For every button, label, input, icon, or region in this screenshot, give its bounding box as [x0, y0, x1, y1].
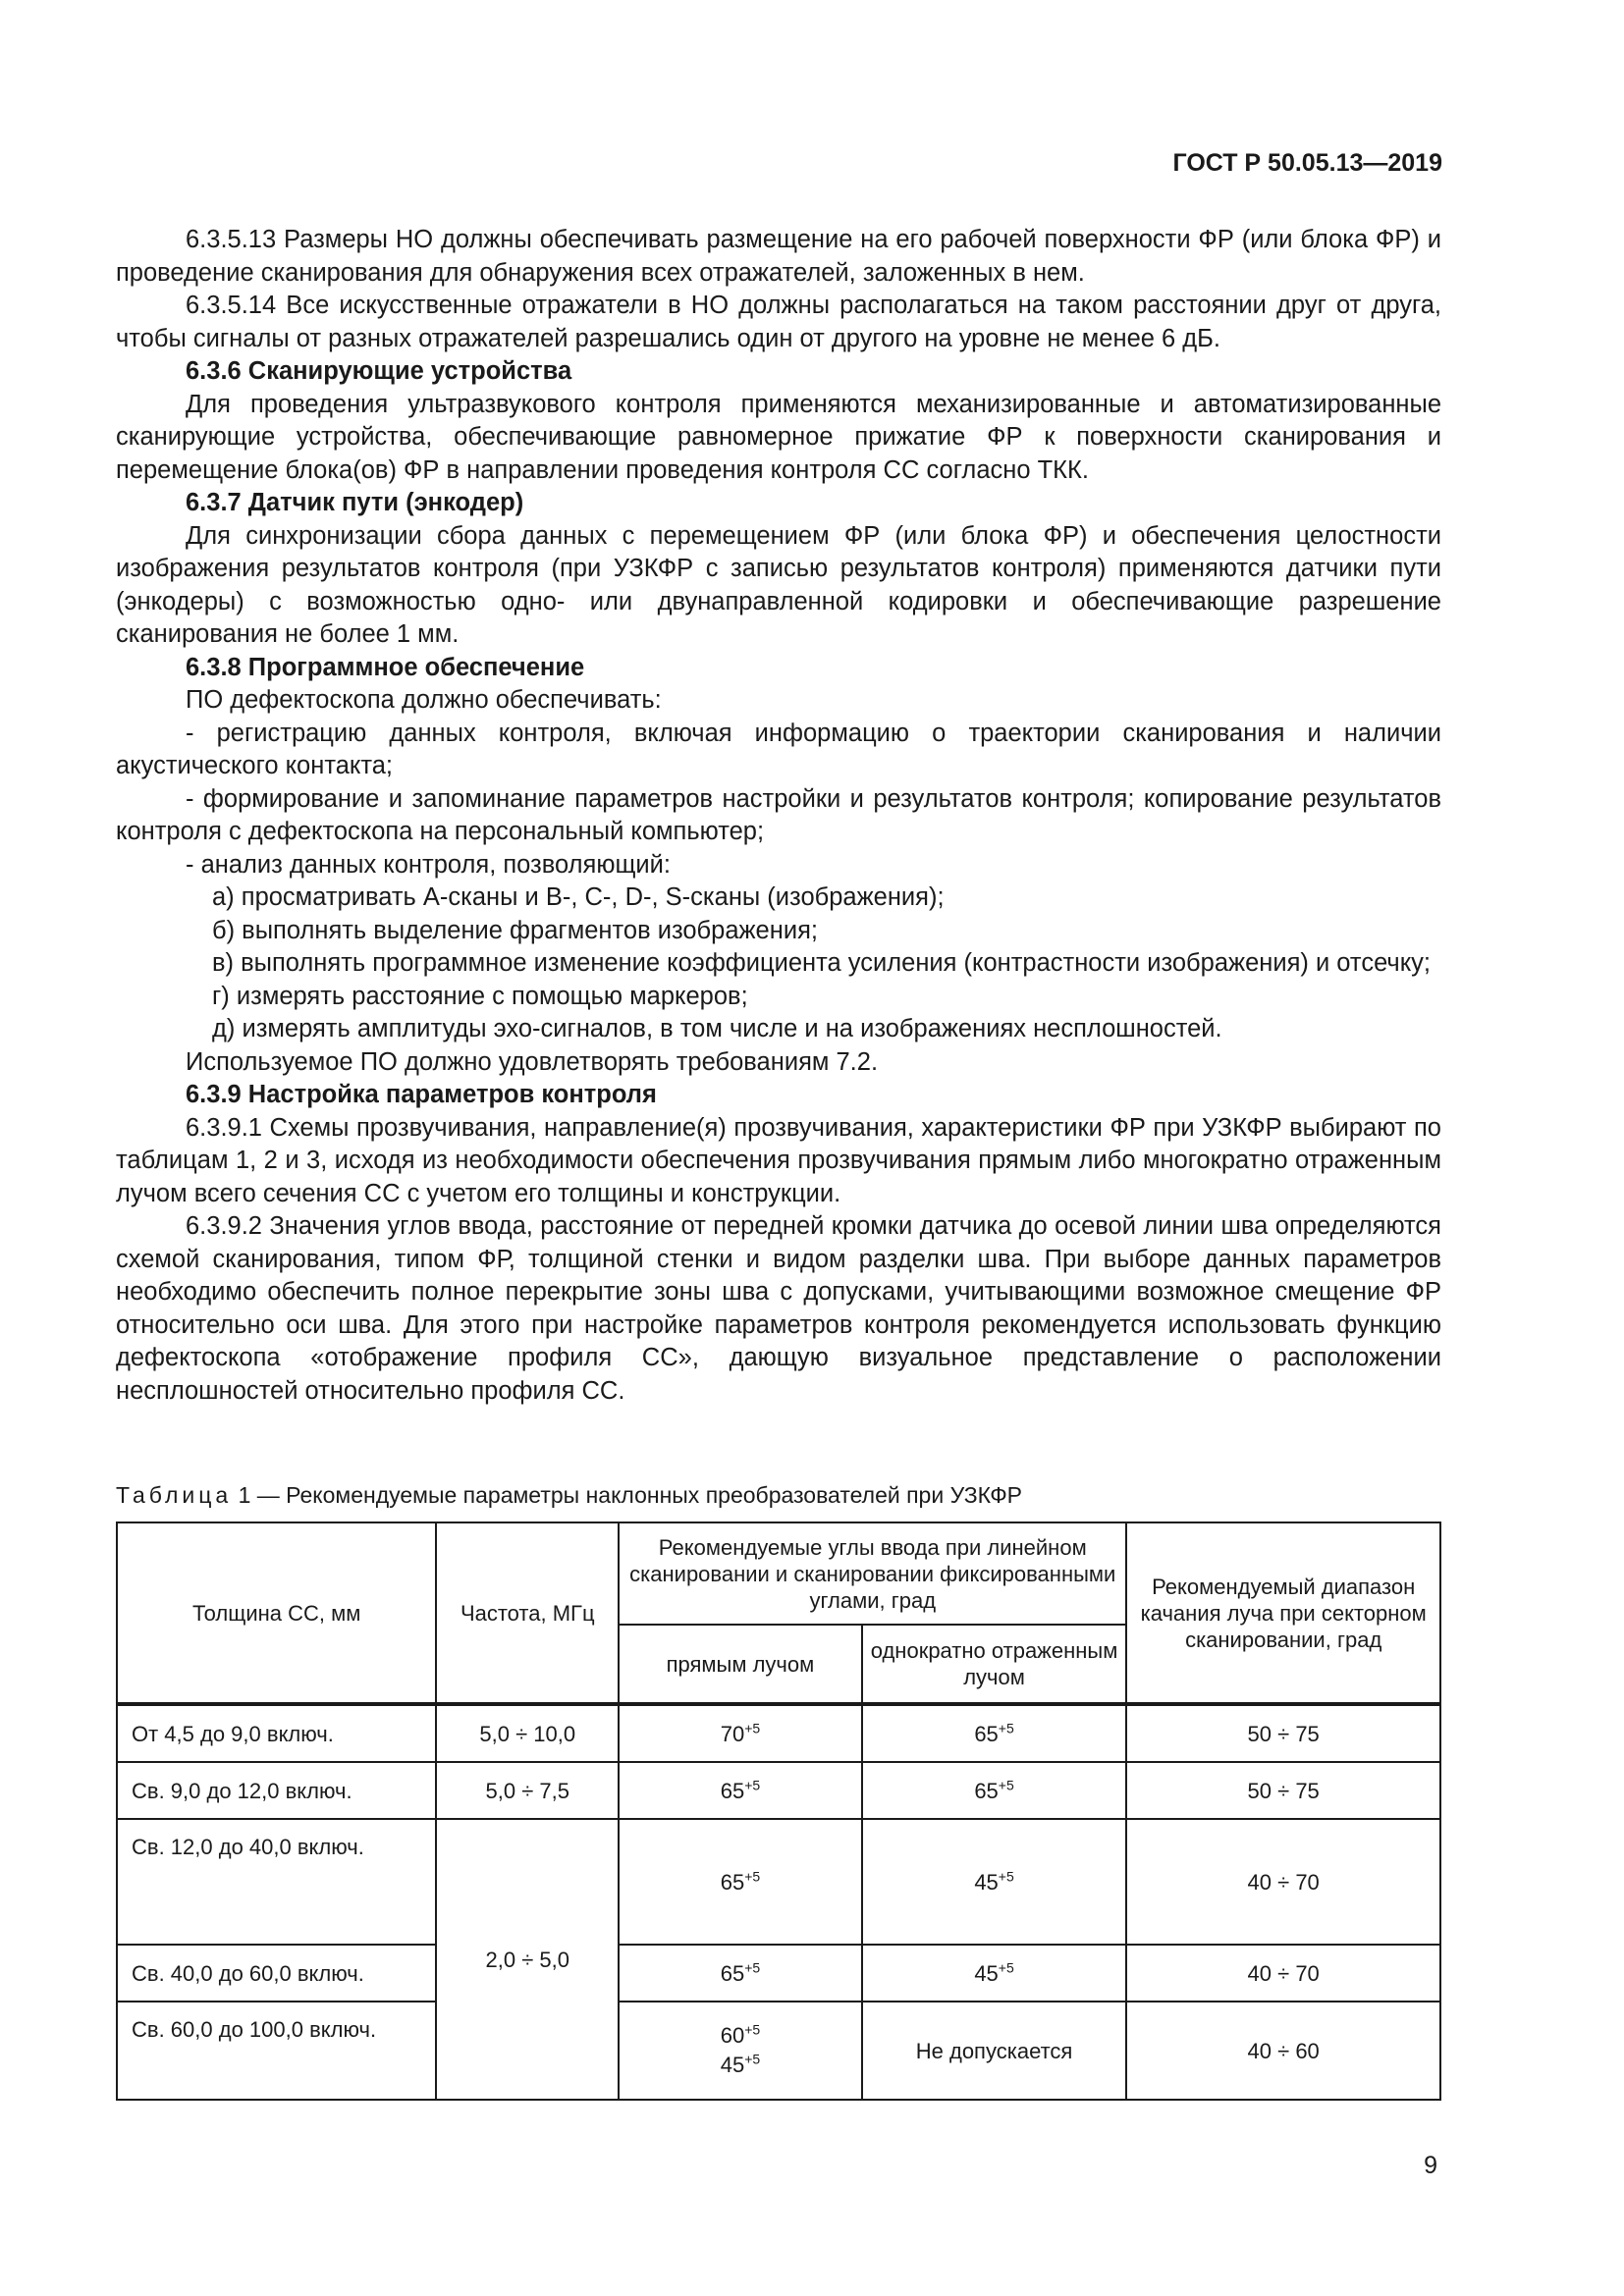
list-item-analysis: - анализ данных контроля, позволяющий: — [186, 850, 672, 879]
table-row — [117, 1945, 1440, 2002]
cell-direct-angle — [619, 2002, 862, 2100]
angle-value: 45 — [720, 2053, 745, 2077]
list-item-registration: - регистрацию данных контроля, включая информацию о траектории сканирования и наличии акустического контакта; — [116, 719, 1441, 779]
heading-6-3-6: 6.3.6 Сканирующие устройства — [186, 357, 572, 385]
angle-value: 65 — [974, 1778, 999, 1803]
angle-tolerance: +5 — [744, 2051, 761, 2067]
sublist-item-v: в) выполнять программное изменение коэффициента усиления (контрастности изображения) и отсечку; — [212, 949, 1431, 977]
angle-value: 65 — [720, 1869, 745, 1895]
paragraph-scanning-devices: Для проведения ультразвукового контроля применяются механизированные и автоматизированные сканирующие устройства, обеспечивающие равномерное прижатие ФР к поверхности сканирования и перемещение блока(ов) ФР в направлении проведения контроля СС согласно ТКК. — [116, 390, 1441, 484]
paragraph-software-requirements: Используемое ПО должно удовлетворять требованиям 7.2. — [186, 1047, 879, 1076]
angle-tolerance: +5 — [998, 1777, 1014, 1793]
angle-value: 65 — [974, 1721, 999, 1746]
angle-line — [627, 2021, 853, 2051]
page-number: 9 — [1424, 2152, 1437, 2179]
cell-sector-range: 50 ÷ 75 — [1126, 1704, 1440, 1762]
sublist-item-a: а) просматривать А-сканы и В-, С-, D-, S-сканы (изображения); — [212, 883, 945, 911]
angle-line — [627, 2051, 853, 2080]
angle-value: 45 — [974, 1960, 999, 1986]
table-row — [117, 2002, 1440, 2100]
cell-reflected-angle — [862, 1819, 1127, 1945]
parameters-table — [116, 1522, 1441, 2101]
paragraph-encoder: Для синхронизации сбора данных с перемещением ФР (или блока ФР) и обеспечения целостности изображения результатов контроля (при УЗКФР с записью результатов контроля) применяются датчики пути (энкодеры) с возможностью одно- или двунаправленной кодировки и обеспечивающие разрешение сканирования не более 1 мм. — [116, 521, 1441, 648]
cell-thickness: Св. 12,0 до 40,0 включ. — [117, 1819, 436, 1945]
angle-value: 45 — [974, 1869, 999, 1895]
body-text — [116, 224, 1441, 1408]
angle-tolerance: +5 — [744, 1720, 761, 1736]
angle-value: 65 — [720, 1960, 745, 1986]
cell-direct-angle — [619, 1704, 862, 1762]
heading-6-3-9: 6.3.9 Настройка параметров контроля — [186, 1081, 657, 1108]
angle-value: 65 — [720, 1778, 745, 1803]
angle-tolerance: +5 — [744, 1959, 761, 1976]
table-caption — [116, 1482, 1022, 1509]
table-row — [117, 1704, 1440, 1762]
cell-frequency: 5,0 ÷ 10,0 — [436, 1704, 619, 1762]
cell-direct-angle — [619, 1762, 862, 1819]
document-code: ГОСТ Р 50.05.13—2019 — [1172, 149, 1442, 177]
cell-sector-range: 40 ÷ 70 — [1126, 1945, 1440, 2002]
sublist-item-d: д) измерять амплитуды эхо-сигналов, в том числе и на изображениях несплошностей. — [212, 1015, 1222, 1042]
header-frequency: Частота, МГц — [436, 1522, 619, 1704]
cell-sector-range: 40 ÷ 60 — [1126, 2002, 1440, 2100]
paragraph-6-3-9-2: 6.3.9.2 Значения углов ввода, расстояние от передней кромки датчика до осевой линии шва определяются схемой сканирования, типом ФР, толщиной стенки и видом разделки шва. При выборе данных параметров необходимо обеспечить полное перекрытие зоны шва с допусками, учитывающими возможное смещение ФР относительно оси шва. Для этого при настройке параметров контроля рекомендуется использовать функцию дефектоскопа «отображение профиля СС», дающую визуальное представление о расположении несплошностей относительно профиля СС. — [116, 1212, 1441, 1405]
table-caption-label: Таблица — [116, 1482, 233, 1508]
heading-6-3-7: 6.3.7 Датчик пути (энкодер) — [186, 489, 524, 516]
angle-value: 60 — [720, 2023, 745, 2048]
cell-sector-range: 40 ÷ 70 — [1126, 1819, 1440, 1945]
table-row — [117, 1819, 1440, 1945]
angle-tolerance: +5 — [998, 1868, 1014, 1885]
cell-frequency: 2,0 ÷ 5,0 — [436, 1819, 619, 2100]
table-row — [117, 1762, 1440, 1819]
cell-thickness: От 4,5 до 9,0 включ. — [117, 1704, 436, 1762]
angle-tolerance: +5 — [744, 1868, 761, 1885]
angle-value: 70 — [720, 1721, 745, 1746]
paragraph-6-3-9-1: 6.3.9.1 Схемы прозвучивания, направление(я) прозвучивания, характеристики ФР при УЗКФР выбирают по таблицам 1, 2 и 3, исходя из необходимости обеспечения прозвучивания прямым либо многократно отраженным лучом всего сечения СС с учетом его толщины и конструкции. — [116, 1113, 1441, 1207]
paragraph-6-3-5-14: 6.3.5.14 Все искусственные отражатели в НО должны располагаться на таком расстоянии друг от друга, чтобы сигналы от разных отражателей разрешались один от другого на уровне не менее 6 дБ. — [116, 292, 1441, 352]
paragraph-software-intro: ПО дефектоскопа должно обеспечивать: — [186, 686, 662, 714]
cell-thickness: Св. 40,0 до 60,0 включ. — [117, 1945, 436, 2002]
paragraph-6-3-5-13: 6.3.5.13 Размеры НО должны обеспечивать размещение на его рабочей поверхности ФР (или блока ФР) и проведение сканирования для обнаружения всех отражателей, заложенных в нем. — [116, 226, 1441, 287]
list-item-formation: - формирование и запоминание параметров настройки и результатов контроля; копирование результатов контроля с дефектоскопа на персональный компьютер; — [116, 784, 1441, 845]
cell-reflected-angle — [862, 1704, 1127, 1762]
heading-6-3-8: 6.3.8 Программное обеспечение — [186, 653, 585, 681]
header-sector-range: Рекомендуемый диапазон качания луча при секторном сканировании, град — [1126, 1522, 1440, 1704]
cell-direct-angle — [619, 1945, 862, 2002]
cell-frequency: 5,0 ÷ 7,5 — [436, 1762, 619, 1819]
cell-reflected-angle — [862, 1762, 1127, 1819]
cell-thickness: Св. 60,0 до 100,0 включ. — [117, 2002, 436, 2100]
angle-tolerance: +5 — [998, 1720, 1014, 1736]
angle-tolerance: +5 — [744, 2021, 761, 2038]
table-caption-text: 1 — Рекомендуемые параметры наклонных преобразователей при УЗКФР — [238, 1482, 1023, 1508]
header-thickness: Толщина СС, мм — [117, 1522, 436, 1704]
angle-tolerance: +5 — [998, 1959, 1014, 1976]
cell-reflected-angle — [862, 1945, 1127, 2002]
header-angles: Рекомендуемые углы ввода при линейном сканировании и сканировании фиксированными углами, град — [619, 1522, 1126, 1625]
angle-tolerance: +5 — [744, 1777, 761, 1793]
cell-reflected-angle: Не допускается — [862, 2002, 1127, 2100]
sublist-item-g: г) измерять расстояние с помощью маркеров; — [212, 982, 748, 1010]
sublist-item-b: б) выполнять выделение фрагментов изображения; — [212, 916, 818, 944]
header-reflected-beam: однократно отраженным лучом — [862, 1625, 1127, 1704]
cell-direct-angle — [619, 1819, 862, 1945]
cell-thickness: Св. 9,0 до 12,0 включ. — [117, 1762, 436, 1819]
cell-sector-range: 50 ÷ 75 — [1126, 1762, 1440, 1819]
header-direct-beam: прямым лучом — [619, 1625, 862, 1704]
